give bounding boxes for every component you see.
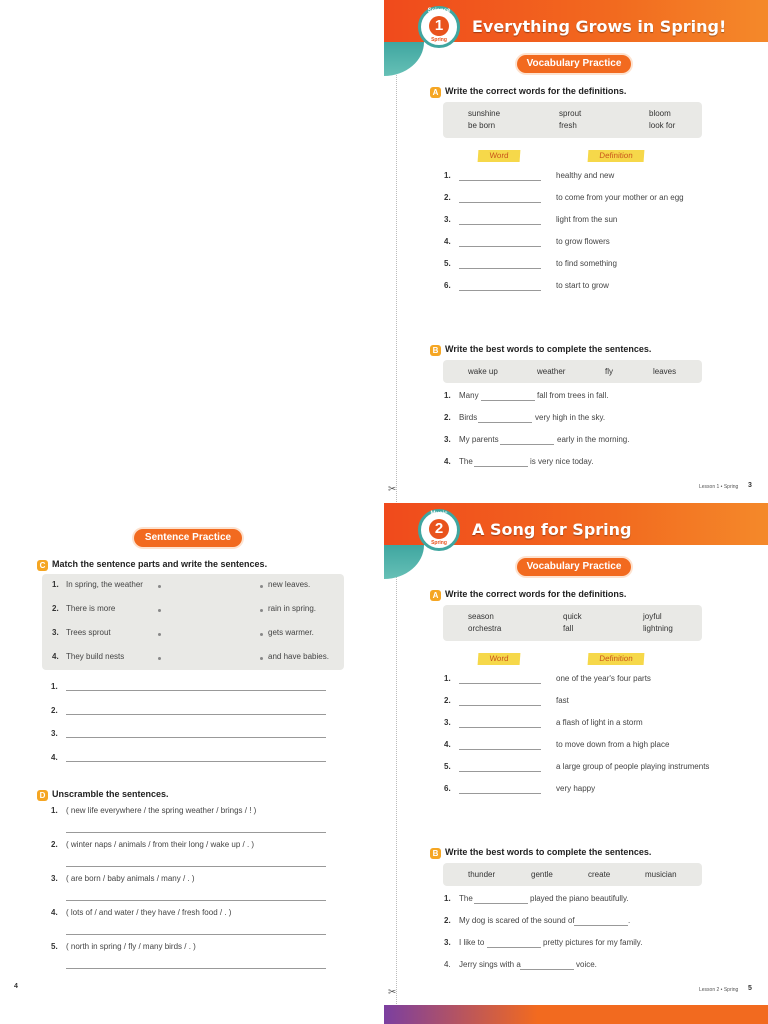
scrambled-text: ( winter naps / animals / from their long / wake up / . ) [66,840,255,849]
word-bank-item: look for [649,121,676,130]
word-bank-item: joyful [643,612,662,621]
definition-text: light from the sun [556,215,618,224]
unit1-sectionB-head [430,344,651,356]
item-number: 5. [444,762,451,771]
word-bank-item: thunder [468,870,496,879]
item-number: 2. [444,193,451,202]
item-number: 4. [444,457,451,466]
answer-line[interactable] [66,866,326,867]
word-bank-item: create [588,870,611,879]
answer-blank[interactable] [478,422,532,423]
match-dot-left[interactable] [158,609,161,612]
word-bank-item: sunshine [468,109,501,118]
item-number: 6. [444,784,451,793]
unit1-word-bank [443,102,702,138]
sentence-end: played the piano beautifully. [530,894,629,903]
answer-blank[interactable] [459,749,541,750]
section-letter: D [37,790,48,801]
page-footer: Lesson 1 • Spring [699,484,739,490]
answer-blank[interactable] [520,969,574,970]
definition-text: to move down from a high place [556,740,670,749]
sentence-end: . [628,916,631,925]
item-number: 3. [444,215,451,224]
item-number: 4. [444,237,451,246]
definition-column-tag: Definition [588,150,645,162]
answer-line[interactable] [66,714,326,715]
answer-blank[interactable] [459,771,541,772]
definition-text: very happy [556,784,596,793]
match-dot-right[interactable] [260,609,263,612]
answer-blank[interactable] [459,683,541,684]
answer-blank[interactable] [459,202,541,203]
answer-blank[interactable] [474,466,528,467]
answer-blank[interactable] [459,180,541,181]
word-bank-item: quick [563,612,582,621]
badge-season: Spring [431,540,447,546]
answer-blank[interactable] [459,290,541,291]
sentence-start: The [459,457,473,466]
match-dot-left[interactable] [158,633,161,636]
item-number: 1. [444,171,451,180]
item-number: 3. [51,874,58,883]
answer-blank[interactable] [459,793,541,794]
word-bank-item: musician [645,870,677,879]
unit2-title: A Song for Spring [472,520,632,539]
item-number: 1. [444,391,451,400]
definition-text: a flash of light in a storm [556,718,643,727]
section-instruction: Write the best words to complete the sentences. [445,344,652,354]
item-number: 2. [444,916,451,925]
unit2-sectionA-head [430,589,626,601]
answer-blank[interactable] [500,444,554,445]
sentence-start: I like to [459,938,485,947]
badge-subject: Science [427,8,451,14]
item-number: 6. [444,281,451,290]
sentence-start: My dog is scared of the sound of [459,916,575,925]
sentence-end: is very nice today. [530,457,594,466]
definition-text: to come from your mother or an egg [556,193,684,202]
definition-column-tag: Definition [588,653,645,665]
scrambled-text: ( lots of / and water / they have / fresh food / . ) [66,908,232,917]
word-bank-item: leaves [653,367,677,376]
word-bank-item: fresh [559,121,577,130]
answer-blank[interactable] [459,246,541,247]
page-footer: Lesson 2 • Spring [699,987,739,993]
item-number: 4. [51,908,58,917]
sentence-end: very high in the sky. [535,413,606,422]
item-number: 2. [444,696,451,705]
section-instruction: Unscramble the sentences. [52,789,169,799]
badge-season: Spring [431,37,447,43]
unit1-word-bank-b [443,360,702,383]
answer-line[interactable] [66,934,326,935]
match-left-text: In spring, the weather [66,580,143,589]
answer-line[interactable] [66,761,326,762]
sentence-end: fall from trees in fall. [537,391,609,400]
section-letter: B [430,848,441,859]
sentence-start: The [459,894,473,903]
badge-number: 2 [429,519,449,539]
unit2-sectionB-head [430,847,651,859]
item-number: 1. [444,894,451,903]
definition-text: to find something [556,259,617,268]
scrambled-text: ( new life everywhere / the spring weather / brings / ! ) [66,806,257,815]
page-number: 5 [748,985,752,992]
word-bank-item: weather [537,367,566,376]
item-number: 3. [52,628,59,637]
answer-line[interactable] [66,900,326,901]
banner-swoosh [384,42,424,76]
match-dot-right[interactable] [260,585,263,588]
match-dot-right[interactable] [260,633,263,636]
match-dot-right[interactable] [260,657,263,660]
sentence-practice-pill: Sentence Practice [134,529,242,547]
section-instruction: Match the sentence parts and write the sentences. [52,559,268,569]
scissors-icon: ✂ [388,987,397,998]
answer-blank[interactable] [474,903,528,904]
word-bank-item: wake up [468,367,498,376]
definition-text: a large group of people playing instruments [556,762,710,771]
word-bank-item: orchestra [468,624,502,633]
answer-blank[interactable] [459,705,541,706]
unit2-badge [418,509,460,551]
matching-box [42,574,344,670]
item-number: 2. [444,413,451,422]
item-number: 1. [51,682,58,691]
section-letter: A [430,590,441,601]
word-bank-item: bloom [649,109,671,118]
next-unit-banner [384,1005,768,1024]
section-instruction: Write the correct words for the definitions. [445,86,627,96]
sentence-end: early in the morning. [557,435,630,444]
answer-line[interactable] [66,832,326,833]
item-number: 4. [51,753,58,762]
word-bank-item: be born [468,121,496,130]
banner-swoosh [384,545,424,579]
unit2-vocab-pill: Vocabulary Practice [517,558,631,576]
badge-number: 1 [429,16,449,36]
scrambled-text: ( are born / baby animals / many / . ) [66,874,195,883]
match-right-text: rain in spring. [268,604,317,613]
match-dot-left[interactable] [158,585,161,588]
scrambled-text: ( north in spring / fly / many birds / . ) [66,942,196,951]
word-bank-item: sprout [559,109,582,118]
unit2-word-bank-b [443,863,702,886]
item-number: 4. [444,740,451,749]
sentence-end: pretty pictures for my family. [543,938,643,947]
word-bank-item: lightning [643,624,673,633]
match-left-text: There is more [66,604,116,613]
match-right-text: new leaves. [268,580,311,589]
match-left-text: They build nests [66,652,125,661]
unit1-badge [418,6,460,48]
definition-text: to grow flowers [556,237,610,246]
section-instruction: Write the best words to complete the sentences. [445,847,652,857]
section-letter: A [430,87,441,98]
item-number: 3. [444,718,451,727]
badge-subject: Music [430,511,448,517]
unit1-vocab-pill: Vocabulary Practice [517,55,631,73]
item-number: 1. [444,674,451,683]
word-bank-item: fall [563,624,574,633]
item-number: 4. [444,960,451,969]
item-number: 5. [444,259,451,268]
item-number: 4. [52,652,59,661]
sentence-start: Many [459,391,479,400]
sectionC-head [37,559,267,571]
word-column-tag: Word [478,150,521,162]
scissors-icon: ✂ [388,484,397,495]
word-column-tag: Word [478,653,521,665]
item-number: 2. [51,706,58,715]
answer-line[interactable] [66,690,326,691]
item-number: 3. [444,938,451,947]
sentence-end: voice. [576,960,597,969]
answer-blank[interactable] [459,224,541,225]
unit1-sectionA-head [430,86,626,98]
answer-line[interactable] [66,968,326,969]
match-right-text: and have babies. [268,652,329,661]
sentence-start: Birds [459,413,478,422]
definition-text: one of the year's four parts [556,674,651,683]
match-right-text: gets warmer. [268,628,314,637]
page-number: 4 [14,983,18,990]
match-left-text: Trees sprout [66,628,111,637]
answer-blank[interactable] [487,947,541,948]
word-bank-item: season [468,612,494,621]
section-letter: C [37,560,48,571]
item-number: 2. [51,840,58,849]
section-instruction: Write the correct words for the definitions. [445,589,627,599]
sentence-start: Jerry sings with a [459,960,521,969]
definition-text: to start to grow [556,281,609,290]
item-number: 5. [51,942,58,951]
answer-blank[interactable] [459,727,541,728]
unit1-title: Everything Grows in Spring! [472,17,727,36]
page-number: 3 [748,482,752,489]
definition-text: fast [556,696,569,705]
item-number: 1. [51,806,58,815]
item-number: 1. [52,580,59,589]
section-letter: B [430,345,441,356]
match-dot-left[interactable] [158,657,161,660]
item-number: 3. [444,435,451,444]
word-bank-item: fly [605,367,613,376]
answer-blank[interactable] [459,268,541,269]
answer-blank[interactable] [574,925,628,926]
answer-blank[interactable] [481,400,535,401]
answer-line[interactable] [66,737,326,738]
unit2-word-bank [443,605,702,641]
item-number: 3. [51,729,58,738]
word-bank-item: gentle [531,870,553,879]
item-number: 2. [52,604,59,613]
definition-text: healthy and new [556,171,615,180]
sentence-start: My parents [459,435,499,444]
sectionD-head [37,789,169,801]
